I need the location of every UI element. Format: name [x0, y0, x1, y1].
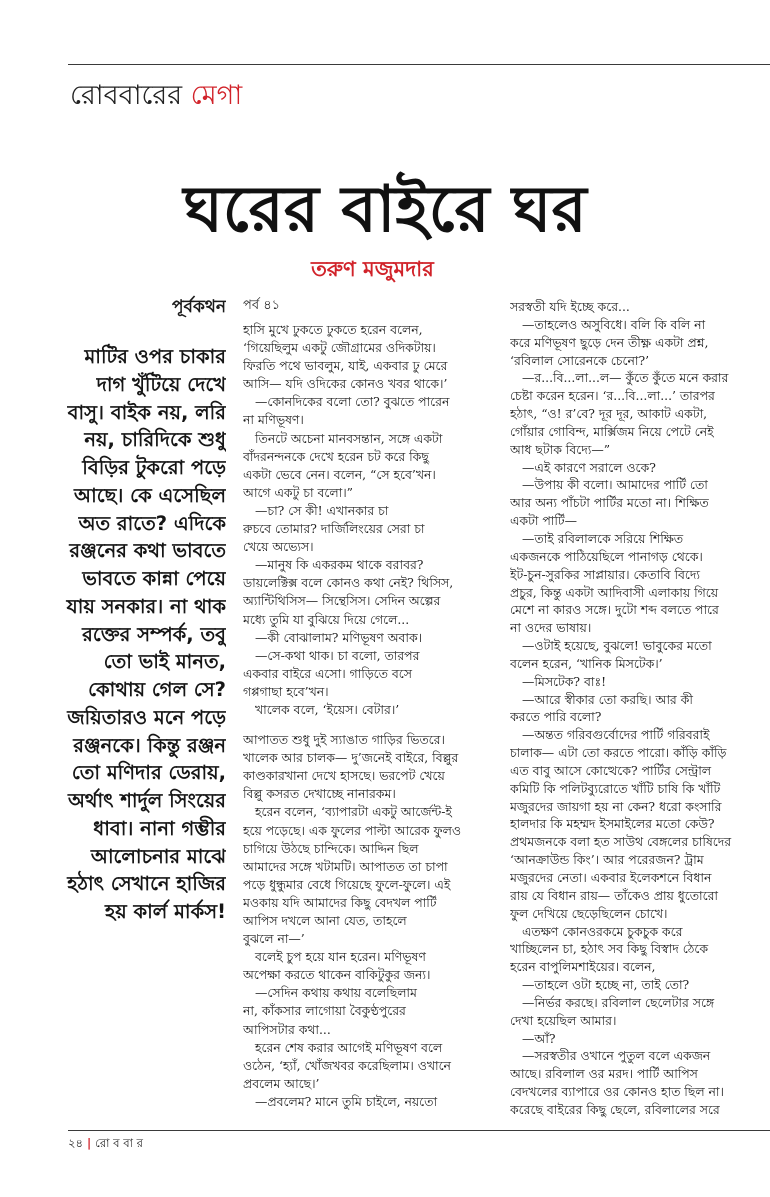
- recap-line: যায় সনকার। না থাক: [66, 594, 226, 618]
- paragraph: [243, 731, 501, 803]
- text-line: মধ্যে তুমি যা বুঝিয়ে দিয়ে গেলে...: [243, 611, 410, 627]
- bottom-rule: [68, 1130, 770, 1131]
- text-line: বলেই চুপ হয়ে যান হরেন। মণিভূষণ: [255, 949, 426, 965]
- text-line: মজুরদের জায়গা হয় না কেন? ধরো কংসারি: [510, 798, 722, 814]
- paragraph: [243, 502, 501, 556]
- text-line: —আরে স্বীকার তো করছি। আর কী: [522, 691, 693, 707]
- text-line: হালদার কি মহম্মদ ইসমাইলের মতো কেউ?: [510, 816, 715, 832]
- text-line: হয়ে পড়েছে। এক ফুলের পাল্টা আরেক ফুলও: [243, 822, 461, 838]
- recap-line: ভাবতে কান্না পেয়ে: [82, 567, 226, 590]
- text-line: আসি— যদি ওদিকের কোনও খবর থাকে।’: [243, 376, 448, 392]
- paragraph: [510, 369, 762, 458]
- paragraph: [510, 1030, 762, 1048]
- text-line: খাচ্ছিলেন চা, হঠাৎ সব কিছু বিস্বাদ ঠেকে: [510, 941, 708, 957]
- recap-heading: পূর্বকথন: [171, 297, 226, 317]
- recap-line: অর্থাৎ শার্দুল সিংয়ের: [67, 789, 226, 812]
- section-header: [70, 76, 242, 116]
- text-line: এত বাবু আসে কোত্থেকে? পার্টির সেন্ট্রাল: [510, 762, 712, 778]
- text-line: —ওটাই হয়েছে, বুঝলে! ভাবুকের মতো: [522, 638, 712, 654]
- text-line: ‘গিয়েছিলুম একটু জৌগ্রামের ওদিকটায়।: [243, 340, 436, 356]
- recap-line: জয়িতারও মনে পড়ে: [67, 705, 226, 729]
- text-line: তিনটে অচেনা মানবসন্তান, সঙ্গে একটা: [255, 430, 443, 446]
- text-line: প্রথমজনকে বলা হত সাউথ বেঙ্গলের চাষিদের: [510, 834, 732, 850]
- text-line: একবার বাইরে এসো। গাড়িতে বসে: [243, 665, 412, 681]
- text-line: ফিরতি পথে ভাবলুম, যাই, একবার ঢু মেরে: [243, 358, 448, 374]
- text-line: গোঁয়ার গোবিন্দ, মার্ক্সিজম নিয়ে পেটে নেই: [510, 423, 714, 439]
- text-line: হরেন বলেন, ‘ব্যাপারটা একটু আর্জেন্ট-ই: [255, 804, 452, 820]
- recap-line: রঞ্জনকে। কিন্তু রঞ্জন: [73, 733, 226, 757]
- text-line: —সেদিন কথায় কথায় বলেছিলাম: [255, 985, 417, 1001]
- text-line: খেয়ে অভ্যেস।: [243, 539, 314, 555]
- paragraph: [243, 1039, 501, 1093]
- episode-label: পর্ব ৪১: [243, 298, 281, 313]
- footer-separator: |: [86, 1136, 92, 1150]
- text-line: প্রবলেম আছে।’: [243, 1075, 320, 1091]
- text-line: বাঁদরনন্দনকে দেখে হরেন চট করে কিছু: [243, 448, 429, 464]
- recap-line: আলোচনার মাঝে: [90, 844, 226, 868]
- text-line: কাণ্ডকারখানা দেখে হাসছে। ভরপেট খেয়ে: [243, 768, 445, 784]
- paragraph: [510, 637, 762, 673]
- text-line: না মণিভূষণ।: [243, 412, 304, 428]
- text-line: এতক্ষণ কোনওরকমে চুকচুক করে: [522, 923, 683, 939]
- text-line: মেশে না কারও সঙ্গে। দুটো শব্দ বলতে পারে: [510, 602, 719, 618]
- text-line: —নির্ভর করছে। রবিলাল ছেলেটার সঙ্গে: [522, 994, 715, 1010]
- text-line: রায় যে বিধান রায়— তাঁকেও প্রায় ধুতোরো: [510, 887, 718, 903]
- text-line: হাসি মুখে ঢুকতে ঢুকতে হরেন বলেন,: [243, 322, 423, 337]
- text-line: না ওদের ভাষায়।: [510, 620, 592, 636]
- text-line: বুঝলে না—’: [243, 931, 305, 947]
- paragraph: [510, 691, 762, 727]
- text-line: ইট-চুন-সুরকির সাপ্লায়ার। কেতাবি বিদ্যে: [510, 566, 701, 582]
- author-byline: তরুণ মজুমদার: [311, 257, 434, 281]
- paragraph: [510, 976, 762, 994]
- text-line: বলেন হরেন, ‘খানিক মিসটেক।’: [510, 655, 663, 671]
- text-line: —কী বোঝালাম? মণিভূষণ অবাক।: [255, 629, 423, 645]
- paragraph: [510, 673, 762, 691]
- paragraph: [510, 1047, 762, 1118]
- text-line: —কোনদিকের বলো তো? বুঝতে পারেন: [255, 394, 450, 410]
- text-line: —তাহলে ওটা হচ্ছে না, তাই তো?: [522, 977, 690, 993]
- page-number: ২৪: [68, 1136, 83, 1150]
- section-header-highlight: মেগা: [190, 80, 243, 111]
- text-line: —সরস্বতীর ওখানে পুতুল বলে একজন: [522, 1048, 711, 1064]
- magazine-name: রো ব বা র: [95, 1136, 143, 1150]
- text-line: —অন্তত গরিবগুর্বোদের পার্টি গরিবরাই: [522, 727, 710, 743]
- text-line: বিল্লু কসরত দেখাচ্ছে নানারকম।: [243, 786, 396, 802]
- paragraph: [510, 994, 762, 1030]
- paragraph: [243, 393, 501, 429]
- text-line: আপিস দখলে আনা যেত, তাহলে: [243, 913, 407, 928]
- text-line: না, কাঁকসার লাগোয়া বৈকুণ্ঠপুরের: [243, 1003, 406, 1019]
- text-line: বেদখলের ব্যাপারে ওর কোনও হাত ছিল না।: [510, 1084, 724, 1100]
- text-line: প্রচুর, কিন্তু একটা আদিবাসী এলাকায় গিয়ে: [510, 584, 719, 600]
- story-column-middle: [243, 297, 501, 1123]
- text-line: —র...বি...লা...ল— কুঁতে কুঁতে মনে করার: [522, 370, 729, 386]
- text-line: খালেক আর চালক— দু’জনেই বাইরে, বিল্লুর: [243, 750, 459, 766]
- recap-line: তো ভাই মানত,: [103, 650, 226, 674]
- text-line: পড়ে ধুন্ধুমার বেধে গিয়েছে ফুলে-ফুলে। এই: [243, 876, 451, 892]
- text-line: করতে পারি বলো?: [510, 709, 602, 725]
- paragraph: [510, 316, 762, 370]
- recap-line: হঠাৎ সেখানে হাজির: [67, 872, 226, 896]
- text-line: কমিটি কি পলিটব্যুরোতে খাঁটি চাষি কি খাঁটি: [510, 780, 721, 796]
- recap-line: রঞ্জনের কথা ভাবতে: [69, 539, 226, 563]
- article-title: ঘরের বাইরে ঘর: [183, 173, 587, 247]
- paragraph: [243, 629, 501, 647]
- text-line: হরেন শেষ করার আগেই মণিভূষণ বলে: [255, 1039, 443, 1055]
- text-line: ‘রবিলাল সোরেনকে চেনো?’: [510, 352, 650, 368]
- paragraph: [510, 459, 762, 477]
- text-line: —সে-কথা থাক। চা বলো, তারপর: [255, 647, 420, 663]
- text-line: আপিসটার কথা...: [243, 1021, 331, 1037]
- text-line: —তাহলেও অসুবিধে। বলি কি বলি না: [522, 316, 706, 332]
- text-line: হরেন বাপুলিমশাইয়ের। বলেন,: [510, 959, 656, 975]
- paragraph: [243, 948, 501, 984]
- text-line: আর অন্য পাঁচটা পার্টির মতো না। শিক্ষিত: [510, 495, 709, 511]
- text-line: —মিসটেক? বাঃ!: [522, 673, 607, 689]
- paragraph: [510, 726, 762, 922]
- paragraph: [243, 647, 501, 701]
- recap-line: মাটির ওপর চাকার: [84, 345, 226, 368]
- text-line: —প্রবলেম? মানে তুমি চাইলে, নয়তো: [255, 1093, 438, 1109]
- page-footer: [68, 1134, 368, 1152]
- recap-line: বাসু। বাইক নয়, লরি: [67, 400, 226, 424]
- text-line: —মানুষ কি একরকম থাকে বরাবর?: [255, 557, 424, 573]
- text-line: খালেক বলে, ‘ইয়েস। বেটার।’: [255, 701, 400, 717]
- recap-line: রক্তের সম্পর্ক, তবু: [82, 622, 226, 646]
- section-header-prefix: রোববারের: [70, 80, 183, 111]
- text-line: রুচবে তোমার? দার্জিলিংয়ের সেরা চা: [243, 521, 425, 537]
- text-line: ‘আনক্রাউন্ড কিং’। আর পরেরজন? ট্রাম: [510, 852, 704, 868]
- text-line: —চা? সে কী! এখানকার চা: [255, 502, 389, 518]
- paragraph: [243, 701, 501, 719]
- paragraph: [510, 923, 762, 977]
- text-line: একটা পার্টি—: [510, 513, 578, 529]
- text-line: চালাক— এটা তো করতে পারো। কাঁড়ি কাঁড়ি: [510, 745, 727, 761]
- text-line: মওকায় যদি আমাদের কিছু বেদখল পার্টি: [243, 894, 437, 910]
- recap-line: ধাবা। নানা গম্ভীর: [93, 816, 226, 840]
- text-line: একজনকে পাঠিয়েছিলে পানাগড় থেকে।: [510, 548, 703, 564]
- text-line: ওঠেন, ‘হ্যাঁ, খোঁজখবর করেছিলাম। ওখানে: [243, 1057, 451, 1073]
- paragraph: [243, 803, 501, 948]
- text-line: আছে। রবিলাল ওর মরদ। পার্টি আপিস: [510, 1066, 698, 1082]
- recap-line: তো মণিদার ডেরায়,: [71, 761, 226, 785]
- text-line: —আঁ?: [522, 1030, 556, 1046]
- text-line: করে মণিভূষণ ছুড়ে দেন তীক্ষ্ণ একটা প্রশ্ন,: [510, 334, 709, 350]
- text-line: আমাদের সঙ্গে খটামটি। আপাতত তা চাপা: [243, 858, 448, 874]
- recap-line: অত রাতে? এদিকে: [78, 511, 226, 535]
- text-line: আপাতত শুধু দুই স্যাঙাত গাড়ির ভিতরে।: [243, 732, 445, 748]
- recap-line: হয় কার্ল মার্কস!: [104, 900, 226, 923]
- text-line: সরস্বতী যদি ইচ্ছে করে...: [510, 299, 630, 314]
- recap-text: [60, 343, 226, 929]
- text-line: চেষ্টা করেন হরেন। ‘র...বি...লা...’ তারপর: [510, 388, 715, 404]
- text-line: করেছে বাইরের কিছু ছেলে, রবিলালের সরে: [510, 1101, 720, 1117]
- recap-line: বিড়ির টুকরো পড়ে: [82, 456, 226, 479]
- text-line: অ্যান্টিথিসিস— সিন্থেসিস। সেদিন অল্পের: [243, 593, 441, 609]
- paragraph: [243, 430, 501, 502]
- text-line: দেখা হয়েছিল আমার।: [510, 1012, 617, 1028]
- recap-line: নয়, চারিদিকে শুধু: [84, 428, 226, 452]
- paragraph: [243, 321, 501, 393]
- text-line: আগে একটু চা বলো।”: [243, 484, 353, 500]
- text-line: হঠাৎ, “ও! র’বে? দূর দূর, আকাট একটা,: [510, 406, 708, 422]
- story-column-right: [510, 298, 762, 1122]
- text-line: ফুল দেখিয়ে ছেড়েছিলেন চোখে।: [510, 905, 668, 921]
- text-line: গপ্পগাছা হবে’খন।: [243, 683, 329, 699]
- paragraph: [243, 556, 501, 628]
- text-line: ডায়লেক্টিক্স বলে কোনও কথা নেই? থিসিস,: [243, 575, 454, 591]
- top-rule: [68, 64, 770, 65]
- recap-line: কোথায় গেল সে?: [88, 678, 226, 701]
- recap-line: দাগ খুঁটিয়ে দেখে: [96, 372, 226, 396]
- paragraph: [510, 530, 762, 637]
- text-line: একটা ভেবে নেন। বলেন, “সে হবে’খন।: [243, 466, 436, 482]
- paragraph: [243, 1093, 501, 1111]
- text-line: মজুরদের নেতা। একবার ইলেকশনে বিধান: [510, 870, 712, 885]
- text-line: —এই কারণে সরালে ওকে?: [522, 459, 656, 475]
- text-line: চাগিয়ে উঠছে চান্দিকে। আদ্দিন ছিল: [243, 840, 419, 856]
- paragraph: [510, 476, 762, 530]
- text-line: আধ ছটাক বিদ্যে—”: [510, 441, 611, 457]
- text-line: —তাই রবিলালকে সরিয়ে শিক্ষিত: [522, 530, 684, 546]
- recap-line: আছে। কে এসেছিল: [74, 483, 226, 507]
- paragraph: [243, 984, 501, 1038]
- paragraph: [510, 298, 762, 316]
- text-line: অপেক্ষা করতে থাকেন বাকিটুকুর জন্য।: [243, 967, 431, 983]
- text-line: —উপায় কী বলো। আমাদের পার্টি তো: [522, 477, 708, 493]
